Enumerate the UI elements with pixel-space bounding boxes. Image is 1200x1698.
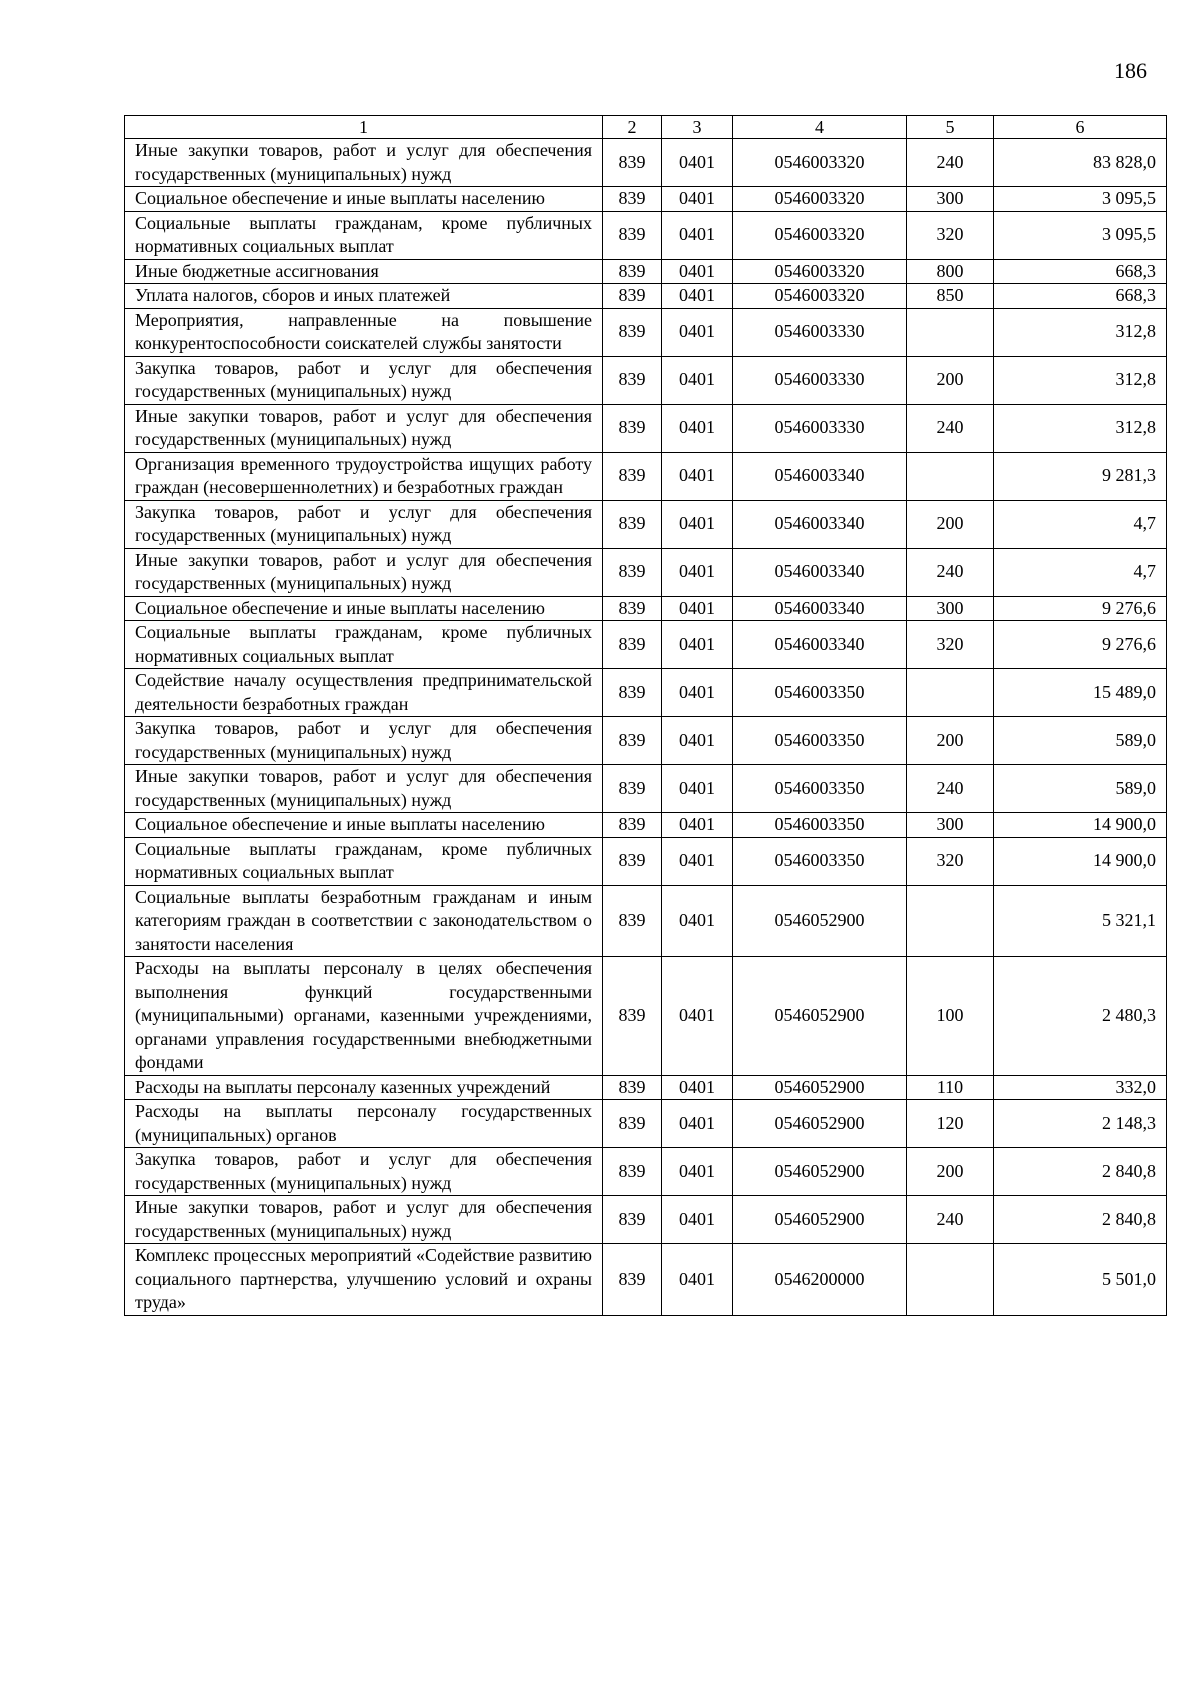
table-row <box>125 139 1167 187</box>
grbs-code-cell: 839 <box>603 1075 662 1100</box>
amount-cell: 5 321,1 <box>994 885 1167 957</box>
section-code-cell: 0401 <box>662 548 733 596</box>
target-article-cell: 0546003320 <box>733 187 907 212</box>
column-header-2: 2 <box>603 116 662 139</box>
table-row <box>125 1148 1167 1196</box>
section-code-cell: 0401 <box>662 765 733 813</box>
section-code-cell: 0401 <box>662 284 733 309</box>
target-article-cell: 0546003330 <box>733 356 907 404</box>
target-article-cell: 0546003340 <box>733 500 907 548</box>
grbs-code-cell: 839 <box>603 957 662 1076</box>
amount-cell: 312,8 <box>994 404 1167 452</box>
expense-kind-cell: 200 <box>907 356 994 404</box>
table-row <box>125 284 1167 309</box>
row-name-cell: Социальное обеспечение и иные выплаты населению <box>125 596 603 621</box>
amount-cell: 312,8 <box>994 356 1167 404</box>
row-name-cell: Иные бюджетные ассигнования <box>125 259 603 284</box>
expense-kind-cell <box>907 1244 994 1316</box>
target-article-cell: 0546052900 <box>733 1075 907 1100</box>
row-name-cell: Социальные выплаты гражданам, кроме публичных нормативных социальных выплат <box>125 837 603 885</box>
row-name-cell: Иные закупки товаров, работ и услуг для обеспечения государственных (муниципальных) нужд <box>125 404 603 452</box>
grbs-code-cell: 839 <box>603 596 662 621</box>
table-body <box>125 139 1167 1316</box>
amount-cell: 4,7 <box>994 548 1167 596</box>
grbs-code-cell: 839 <box>603 1148 662 1196</box>
row-name-cell: Уплата налогов, сборов и иных платежей <box>125 284 603 309</box>
target-article-cell: 0546003350 <box>733 717 907 765</box>
table-row <box>125 717 1167 765</box>
grbs-code-cell: 839 <box>603 500 662 548</box>
section-code-cell: 0401 <box>662 813 733 838</box>
target-article-cell: 0546003320 <box>733 284 907 309</box>
target-article-cell: 0546003350 <box>733 669 907 717</box>
amount-cell: 3 095,5 <box>994 211 1167 259</box>
budget-table <box>124 115 1167 1316</box>
grbs-code-cell: 839 <box>603 259 662 284</box>
target-article-cell: 0546200000 <box>733 1244 907 1316</box>
row-name-cell: Содействие началу осуществления предпринимательской деятельности безработных граждан <box>125 669 603 717</box>
target-article-cell: 0546052900 <box>733 1196 907 1244</box>
grbs-code-cell: 839 <box>603 211 662 259</box>
table-row <box>125 1075 1167 1100</box>
expense-kind-cell: 850 <box>907 284 994 309</box>
section-code-cell: 0401 <box>662 1244 733 1316</box>
section-code-cell: 0401 <box>662 621 733 669</box>
amount-cell: 2 840,8 <box>994 1148 1167 1196</box>
table-row <box>125 211 1167 259</box>
row-name-cell: Социальные выплаты гражданам, кроме публичных нормативных социальных выплат <box>125 621 603 669</box>
grbs-code-cell: 839 <box>603 621 662 669</box>
expense-kind-cell: 300 <box>907 187 994 212</box>
header-row <box>125 116 1167 139</box>
expense-kind-cell <box>907 308 994 356</box>
target-article-cell: 0546003320 <box>733 259 907 284</box>
amount-cell: 3 095,5 <box>994 187 1167 212</box>
table-row <box>125 308 1167 356</box>
target-article-cell: 0546003330 <box>733 404 907 452</box>
expense-kind-cell: 240 <box>907 404 994 452</box>
amount-cell: 14 900,0 <box>994 837 1167 885</box>
table-row <box>125 452 1167 500</box>
expense-kind-cell: 240 <box>907 765 994 813</box>
expense-kind-cell: 200 <box>907 1148 994 1196</box>
grbs-code-cell: 839 <box>603 765 662 813</box>
expense-kind-cell: 320 <box>907 837 994 885</box>
column-header-1: 1 <box>125 116 603 139</box>
target-article-cell: 0546052900 <box>733 885 907 957</box>
target-article-cell: 0546003320 <box>733 211 907 259</box>
target-article-cell: 0546003330 <box>733 308 907 356</box>
row-name-cell: Расходы на выплаты персоналу казенных учреждений <box>125 1075 603 1100</box>
row-name-cell: Иные закупки товаров, работ и услуг для обеспечения государственных (муниципальных) нужд <box>125 548 603 596</box>
expense-kind-cell: 320 <box>907 211 994 259</box>
section-code-cell: 0401 <box>662 1148 733 1196</box>
grbs-code-cell: 839 <box>603 837 662 885</box>
table-row <box>125 356 1167 404</box>
section-code-cell: 0401 <box>662 1196 733 1244</box>
table-row <box>125 1100 1167 1148</box>
row-name-cell: Закупка товаров, работ и услуг для обеспечения государственных (муниципальных) нужд <box>125 356 603 404</box>
section-code-cell: 0401 <box>662 259 733 284</box>
row-name-cell: Социальные выплаты безработным гражданам и иным категориям граждан в соответствии с законодательством о занятости населения <box>125 885 603 957</box>
target-article-cell: 0546003350 <box>733 765 907 813</box>
amount-cell: 589,0 <box>994 765 1167 813</box>
row-name-cell: Социальное обеспечение и иные выплаты населению <box>125 813 603 838</box>
table-row <box>125 669 1167 717</box>
row-name-cell: Иные закупки товаров, работ и услуг для обеспечения государственных (муниципальных) нужд <box>125 1196 603 1244</box>
expense-kind-cell: 240 <box>907 548 994 596</box>
expense-kind-cell: 800 <box>907 259 994 284</box>
expense-kind-cell: 200 <box>907 717 994 765</box>
row-name-cell: Расходы на выплаты персоналу в целях обеспечения выполнения функций государственными (муниципальными) органами, казенными учреждениями, органами управления государственными внебюджетными фондами <box>125 957 603 1076</box>
grbs-code-cell: 839 <box>603 548 662 596</box>
table-row <box>125 1244 1167 1316</box>
section-code-cell: 0401 <box>662 957 733 1076</box>
target-article-cell: 0546052900 <box>733 957 907 1076</box>
amount-cell: 2 148,3 <box>994 1100 1167 1148</box>
amount-cell: 589,0 <box>994 717 1167 765</box>
expense-kind-cell: 200 <box>907 500 994 548</box>
row-name-cell: Организация временного трудоустройства ищущих работу граждан (несовершеннолетних) и безработных граждан <box>125 452 603 500</box>
section-code-cell: 0401 <box>662 1075 733 1100</box>
section-code-cell: 0401 <box>662 885 733 957</box>
row-name-cell: Комплекс процессных мероприятий «Содействие развитию социального партнерства, улучшению условий и охраны труда» <box>125 1244 603 1316</box>
grbs-code-cell: 839 <box>603 1244 662 1316</box>
amount-cell: 668,3 <box>994 259 1167 284</box>
section-code-cell: 0401 <box>662 187 733 212</box>
row-name-cell: Закупка товаров, работ и услуг для обеспечения государственных (муниципальных) нужд <box>125 1148 603 1196</box>
target-article-cell: 0546052900 <box>733 1148 907 1196</box>
target-article-cell: 0546003340 <box>733 596 907 621</box>
section-code-cell: 0401 <box>662 308 733 356</box>
row-name-cell: Социальное обеспечение и иные выплаты населению <box>125 187 603 212</box>
table-row <box>125 621 1167 669</box>
amount-cell: 5 501,0 <box>994 1244 1167 1316</box>
table-row <box>125 596 1167 621</box>
grbs-code-cell: 839 <box>603 1196 662 1244</box>
grbs-code-cell: 839 <box>603 452 662 500</box>
table-row <box>125 259 1167 284</box>
grbs-code-cell: 839 <box>603 404 662 452</box>
amount-cell: 668,3 <box>994 284 1167 309</box>
section-code-cell: 0401 <box>662 139 733 187</box>
section-code-cell: 0401 <box>662 1100 733 1148</box>
amount-cell: 83 828,0 <box>994 139 1167 187</box>
column-header-4: 4 <box>733 116 907 139</box>
table-row <box>125 765 1167 813</box>
table-row <box>125 837 1167 885</box>
row-name-cell: Закупка товаров, работ и услуг для обеспечения государственных (муниципальных) нужд <box>125 500 603 548</box>
expense-kind-cell: 120 <box>907 1100 994 1148</box>
table-row <box>125 813 1167 838</box>
section-code-cell: 0401 <box>662 717 733 765</box>
target-article-cell: 0546052900 <box>733 1100 907 1148</box>
amount-cell: 332,0 <box>994 1075 1167 1100</box>
amount-cell: 4,7 <box>994 500 1167 548</box>
section-code-cell: 0401 <box>662 596 733 621</box>
expense-kind-cell: 300 <box>907 596 994 621</box>
table-row <box>125 187 1167 212</box>
target-article-cell: 0546003320 <box>733 139 907 187</box>
expense-kind-cell: 300 <box>907 813 994 838</box>
grbs-code-cell: 839 <box>603 669 662 717</box>
expense-kind-cell <box>907 452 994 500</box>
amount-cell: 2 480,3 <box>994 957 1167 1076</box>
section-code-cell: 0401 <box>662 452 733 500</box>
row-name-cell: Иные закупки товаров, работ и услуг для обеспечения государственных (муниципальных) нужд <box>125 765 603 813</box>
grbs-code-cell: 839 <box>603 1100 662 1148</box>
section-code-cell: 0401 <box>662 669 733 717</box>
section-code-cell: 0401 <box>662 837 733 885</box>
column-header-6: 6 <box>994 116 1167 139</box>
grbs-code-cell: 839 <box>603 284 662 309</box>
row-name-cell: Закупка товаров, работ и услуг для обеспечения государственных (муниципальных) нужд <box>125 717 603 765</box>
column-header-5: 5 <box>907 116 994 139</box>
row-name-cell: Социальные выплаты гражданам, кроме публичных нормативных социальных выплат <box>125 211 603 259</box>
expense-kind-cell: 240 <box>907 139 994 187</box>
table-row <box>125 404 1167 452</box>
amount-cell: 9 276,6 <box>994 621 1167 669</box>
expense-kind-cell <box>907 885 994 957</box>
table-row <box>125 957 1167 1076</box>
grbs-code-cell: 839 <box>603 139 662 187</box>
grbs-code-cell: 839 <box>603 717 662 765</box>
table-row <box>125 885 1167 957</box>
grbs-code-cell: 839 <box>603 187 662 212</box>
amount-cell: 15 489,0 <box>994 669 1167 717</box>
amount-cell: 312,8 <box>994 308 1167 356</box>
grbs-code-cell: 839 <box>603 885 662 957</box>
target-article-cell: 0546003340 <box>733 621 907 669</box>
expense-kind-cell <box>907 669 994 717</box>
target-article-cell: 0546003350 <box>733 813 907 838</box>
expense-kind-cell: 110 <box>907 1075 994 1100</box>
column-header-3: 3 <box>662 116 733 139</box>
section-code-cell: 0401 <box>662 404 733 452</box>
page-number: 186 <box>1114 58 1147 83</box>
amount-cell: 14 900,0 <box>994 813 1167 838</box>
amount-cell: 9 276,6 <box>994 596 1167 621</box>
table-row <box>125 548 1167 596</box>
expense-kind-cell: 100 <box>907 957 994 1076</box>
target-article-cell: 0546003340 <box>733 548 907 596</box>
grbs-code-cell: 839 <box>603 356 662 404</box>
section-code-cell: 0401 <box>662 211 733 259</box>
grbs-code-cell: 839 <box>603 813 662 838</box>
table-row <box>125 1196 1167 1244</box>
row-name-cell: Расходы на выплаты персоналу государственных (муниципальных) органов <box>125 1100 603 1148</box>
amount-cell: 9 281,3 <box>994 452 1167 500</box>
row-name-cell: Иные закупки товаров, работ и услуг для обеспечения государственных (муниципальных) нужд <box>125 139 603 187</box>
section-code-cell: 0401 <box>662 500 733 548</box>
target-article-cell: 0546003340 <box>733 452 907 500</box>
amount-cell: 2 840,8 <box>994 1196 1167 1244</box>
grbs-code-cell: 839 <box>603 308 662 356</box>
target-article-cell: 0546003350 <box>733 837 907 885</box>
expense-kind-cell: 320 <box>907 621 994 669</box>
row-name-cell: Мероприятия, направленные на повышение конкурентоспособности соискателей службы занятости <box>125 308 603 356</box>
section-code-cell: 0401 <box>662 356 733 404</box>
expense-kind-cell: 240 <box>907 1196 994 1244</box>
table-row <box>125 500 1167 548</box>
